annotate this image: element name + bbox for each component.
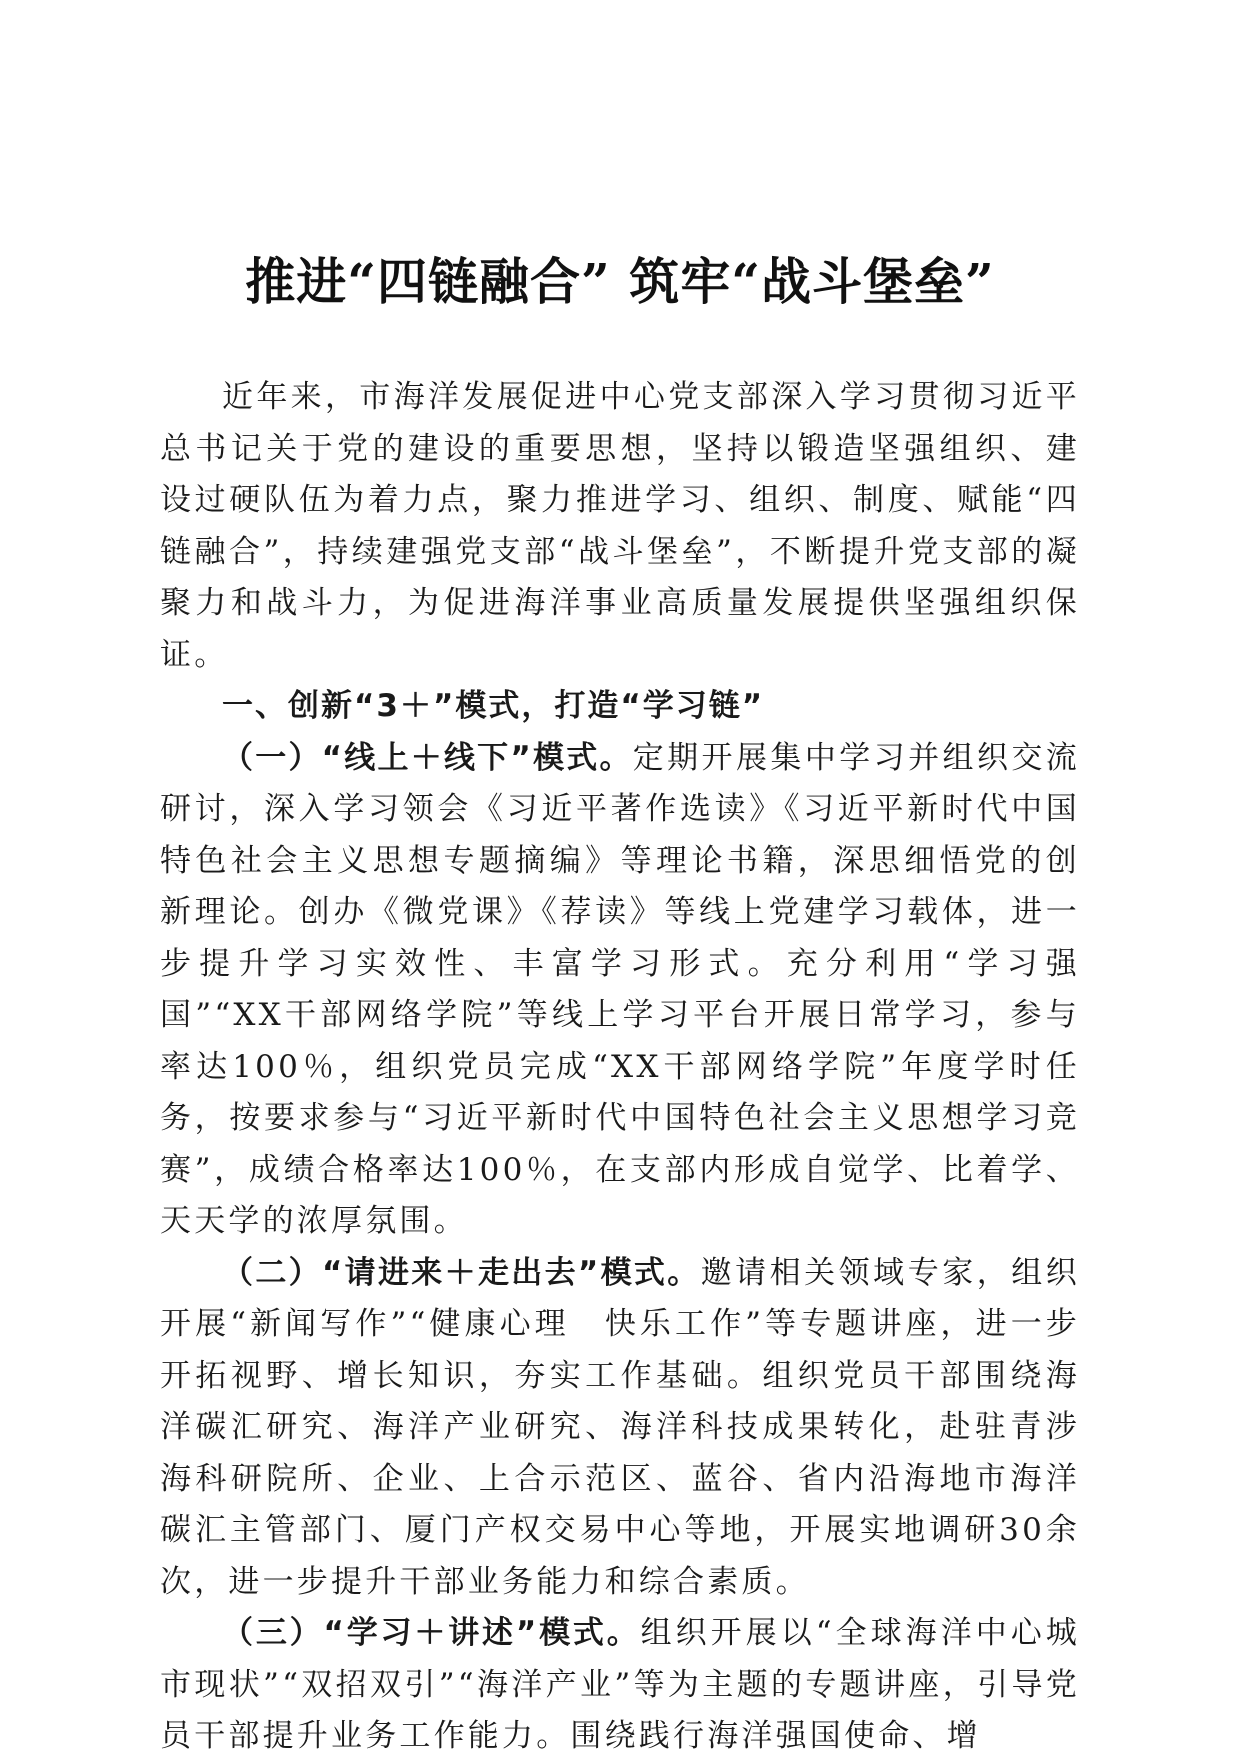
document-title: 推进“四链融合” 筑牢“战斗堡垒” (245, 252, 995, 311)
subsection-3-paragraph (160, 1608, 1080, 1763)
section-1-heading: 一、创新“3＋”模式，打造“学习链” (222, 688, 765, 724)
subsection-3-text: 组织开展以“全球海洋中心城市现状”“双招双引”“海洋产业”等为主题的专题讲座，引导党员干部提升业务工作能力。围绕践行海洋强国使命、增 (160, 1615, 1080, 1754)
document-body (160, 372, 1080, 1763)
subsection-2-paragraph (160, 1248, 1080, 1609)
subsection-1-lead: （一）“线上＋线下”模式。 (222, 739, 633, 776)
subsection-2-text: 邀请相关领域专家，组织开展“新闻写作”“健康心理 快乐工作”等专题讲座，进一步开拓视野、增长知识，夯实工作基础。组织党员干部围绕海洋碳汇研究、海洋产业研究、海洋科技成果转化，赴驻青涉海科研院所、企业、上合示范区、蓝谷、省内沿海地市海洋碳汇主管部门、厦门产权交易中心等地，开展实地调研30余次，进一步提升干部业务能力和综合素质。 (160, 1254, 1080, 1600)
subsection-3-lead: （三）“学习＋讲述”模式。 (222, 1615, 641, 1651)
subsection-1-paragraph (160, 733, 1080, 1248)
intro-paragraph: 近年来，市海洋发展促进中心党支部深入学习贯彻习近平总书记关于党的建设的重要思想，坚持以锻造坚强组织、建设过硬队伍为着力点，聚力推进学习、组织、制度、赋能“四链融合”，持续建强党支部“战斗堡垒”，不断提升党支部的凝聚力和战斗力，为促进海洋事业高质量发展提供坚强组织保证。 (160, 379, 1080, 673)
subsection-2-lead: （二）“请进来＋走出去”模式。 (222, 1254, 701, 1291)
subsection-1-text: 定期开展集中学习并组织交流研讨，深入学习领会《习近平著作选读》《习近平新时代中国特色社会主义思想专题摘编》等理论书籍，深思细悟党的创新理论。创办《微党课》《荐读》等线上党建学习载体，进一步提升学习实效性、丰富学习形式。充分利用“学习强国”“XX干部网络学院”等线上学习平台开展日常学习，参与率达100％，组织党员完成“XX干部网络学院”年度学时任务，按要求参与“习近平新时代中国特色社会主义思想学习竞赛”，成绩合格率达100％，在支部内形成自觉学、比着学、天天学的浓厚氛围。 (160, 739, 1080, 1239)
